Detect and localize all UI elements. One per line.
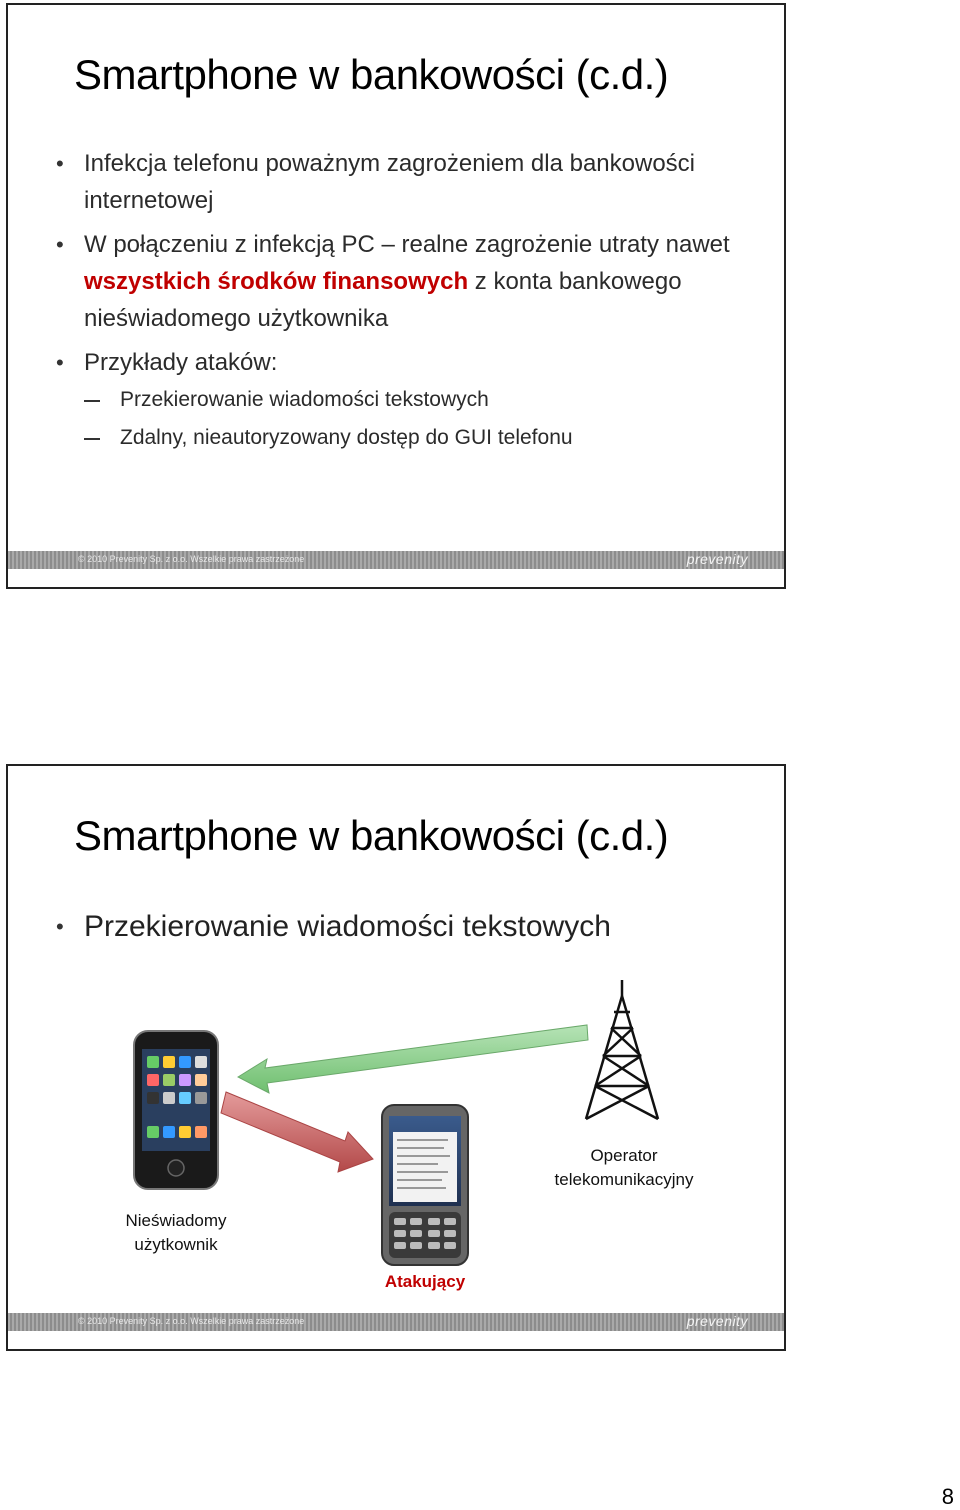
victim-phone-icon: [134, 1031, 218, 1189]
green-arrow: [238, 1025, 588, 1093]
slide-title: Smartphone w bankowości (c.d.): [74, 51, 669, 98]
operator-label-line: Operator: [590, 1146, 658, 1165]
victim-caption: [116, 1209, 236, 1257]
sub-bullet-item: Zdalny, nieautoryzowany dostęp do GUI telefonu: [84, 419, 754, 457]
bullet-text: z konta bankowego nieświadomego użytkownika: [84, 268, 682, 332]
highlighted-text: wszystkich środków finansowych: [84, 268, 469, 295]
operator-caption: [549, 1144, 699, 1192]
prevenity-logo: prevenity: [686, 551, 748, 567]
bullet-list: [54, 145, 754, 464]
attacker-caption: Atakujący: [384, 1272, 466, 1291]
operator-label-line: telekomunikacyjny: [554, 1170, 694, 1189]
bullet-text: Przykłady ataków:: [84, 349, 278, 376]
sub-bullet-list: [84, 381, 754, 457]
page-number: 8: [941, 1484, 954, 1509]
prevenity-logo: prevenity: [686, 1313, 748, 1329]
slide-2: [6, 764, 786, 1351]
bullet-item: • Przekierowanie wiadomości tekstowych: [54, 906, 754, 948]
footer-copyright: © 2010 Prevenity Sp. z o.o. Wszelkie prawa zastrzeżone: [78, 1316, 305, 1326]
red-arrow: [221, 1092, 373, 1172]
bullet-item: [54, 226, 754, 337]
bullet-text: W połączeniu z infekcją PC – realne zagrożenie utraty nawet: [84, 231, 730, 258]
footer-copyright: © 2010 Prevenity Sp. z o.o. Wszelkie prawa zastrzeżone: [78, 554, 305, 564]
sms-redirect-diagram: [8, 766, 784, 1349]
slide-title: Smartphone w bankowości (c.d.): [74, 812, 669, 859]
bullet-item: • Infekcja telefonu poważnym zagrożeniem dla bankowości internetowej: [54, 145, 754, 219]
victim-label-line: Nieświadomy: [125, 1211, 227, 1230]
slide-footer: [8, 551, 784, 569]
cell-tower-icon: [586, 980, 658, 1119]
victim-label-line: użytkownik: [134, 1235, 218, 1254]
attacker-phone-icon: [382, 1105, 468, 1265]
bullet-item: [54, 344, 754, 457]
slide-1: [6, 3, 786, 589]
slide-footer: [8, 1313, 784, 1331]
sub-bullet-item: Przekierowanie wiadomości tekstowych: [84, 381, 754, 419]
